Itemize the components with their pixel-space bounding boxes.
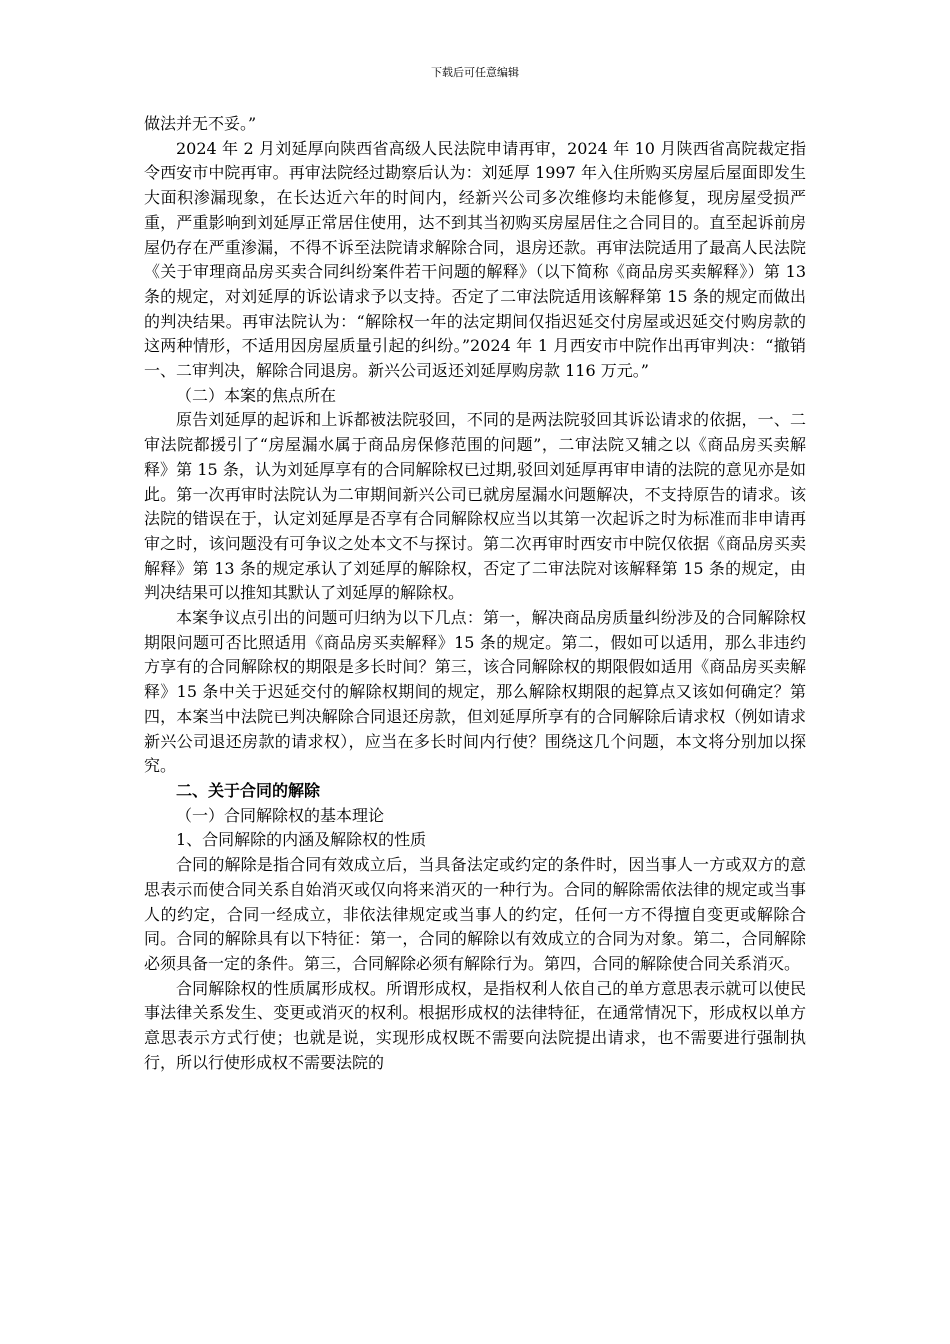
paragraph-quote-end: 做法并无不妥。” [144, 114, 257, 133]
document-body [144, 112, 806, 1075]
paragraph-formation-right: 合同解除权的性质属形成权。所谓形成权，是指权利人依自己的单方意思表示就可以使民事法律关系发生、变更或消灭的权利。根据形成权的法律特征，在通常情况下，形成权以单方意思表示方式行使；也就是说，实现形成权既不需要向法院提出请求，也不需要进行强制执行，所以行使形成权不需要法院的 [144, 978, 806, 1072]
paragraph-court-reasoning: 原告刘延厚的起诉和上诉都被法院驳回，不同的是两法院驳回其诉讼请求的依据，一、二审法院都援引了“房屋漏水属于商品房保修范围的问题”，二审法院又辅之以《商品房买卖解释》第 15 条，认为刘延厚享有的合同解除权已过期,驳回刘延厚再审申请的法院的意见亦是如此。第一次再审时法院认为二审期间新兴公司已就房屋漏水问题解决，不支持原告的请求。该法院的错误在于，认定刘延厚是否享有合同解除权应当以其第一次起诉之时为标准而非申请再审之时，该问题没有可争议之处本文不与探讨。第二次再审时西安市中院仅依据《商品房买卖解释》第 13 条的规定承认了刘延厚的解除权，否定了二审法院对该解释第 15 条的规定，由判决结果可以推知其默认了刘延厚的解除权。 [144, 410, 806, 603]
subheading-connotation: 1、合同解除的内涵及解除权的性质 [176, 830, 427, 850]
paragraph-retrial-history: 2024 年 2 月刘延厚向陕西省高级人民法院申请再审，2024 年 10 月陕西省高院裁定指令西安市中院再审。再审法院经过勘察后认为：刘延厚 1997 年入住所购买房屋后屋面即发生大面积渗漏现象，在长达近六年的时间内，经新兴公司多次维修均未能修复，现房屋受损严重，严重影响到刘延厚正常居住使用，达不到其当初购买房屋居住之合同目的。直至起诉前房屋仍存在严重渗漏，不得不诉至法院请求解除合同，退房还款。再审法院适用了最高人民法院《关于审理商品房买卖合同纠纷案件若干问题的解释》（以下简称《商品房买卖解释》）第 13 条的规定，对刘延厚的诉讼请求予以支持。否定了二审法院适用该解释第 15 条的规定而做出的判决结果。再审法院认为：“解除权一年的法定期间仅指迟延交付房屋或迟延交付购房款的这两种情形，不适用因房屋质量引起的纠纷。”2024 年 1 月西安市中院作出再审判决：“撤销一、二审判决，解除合同退房。新兴公司返还刘延厚购房款 116 万元。” [144, 138, 806, 381]
subheading-basic-theory: （一）合同解除权的基本理论 [176, 805, 385, 825]
page-header: 下载后可任意编辑 [431, 66, 519, 79]
paragraph-termination-definition: 合同的解除是指合同有效成立后，当具备法定或约定的条件时，因当事人一方或双方的意思表示而使合同关系自始消灭或仅向将来消灭的一种行为。合同的解除需依法律的规定或当事人的约定，合同一经成立，非依法律规定或当事人的约定，任何一方不得擅自变更或解除合同。合同的解除具有以下特征：第一，合同的解除以有效成立的合同为对象。第二，合同解除必须具备一定的条件。第三，合同解除必须有解除行为。第四，合同的解除使合同关系消灭。 [144, 855, 806, 973]
section-heading-contract-termination: 二、关于合同的解除 [176, 780, 321, 800]
paragraph-issues: 本案争议点引出的问题可归纳为以下几点：第一，解决商品房质量纠纷涉及的合同解除权期限问题可否比照适用《商品房买卖解释》15 条的规定。第二，假如可以适用，那么非违约方享有的合同解除权的期限是多长时间？第三，该合同解除权的期限假如适用《商品房买卖解释》15 条中关于迟延交付的解除权期间的规定，那么解除权期限的起算点又该如何确定？第四，本案当中法院已判决解除合同退还房款，但刘延厚所享有的合同解除后请求权（例如请求新兴公司退还房款的请求权），应当在多长时间内行使？围绕这几个问题，本文将分别加以探究。 [144, 608, 806, 776]
subheading-focus: （二）本案的焦点所在 [176, 385, 337, 405]
